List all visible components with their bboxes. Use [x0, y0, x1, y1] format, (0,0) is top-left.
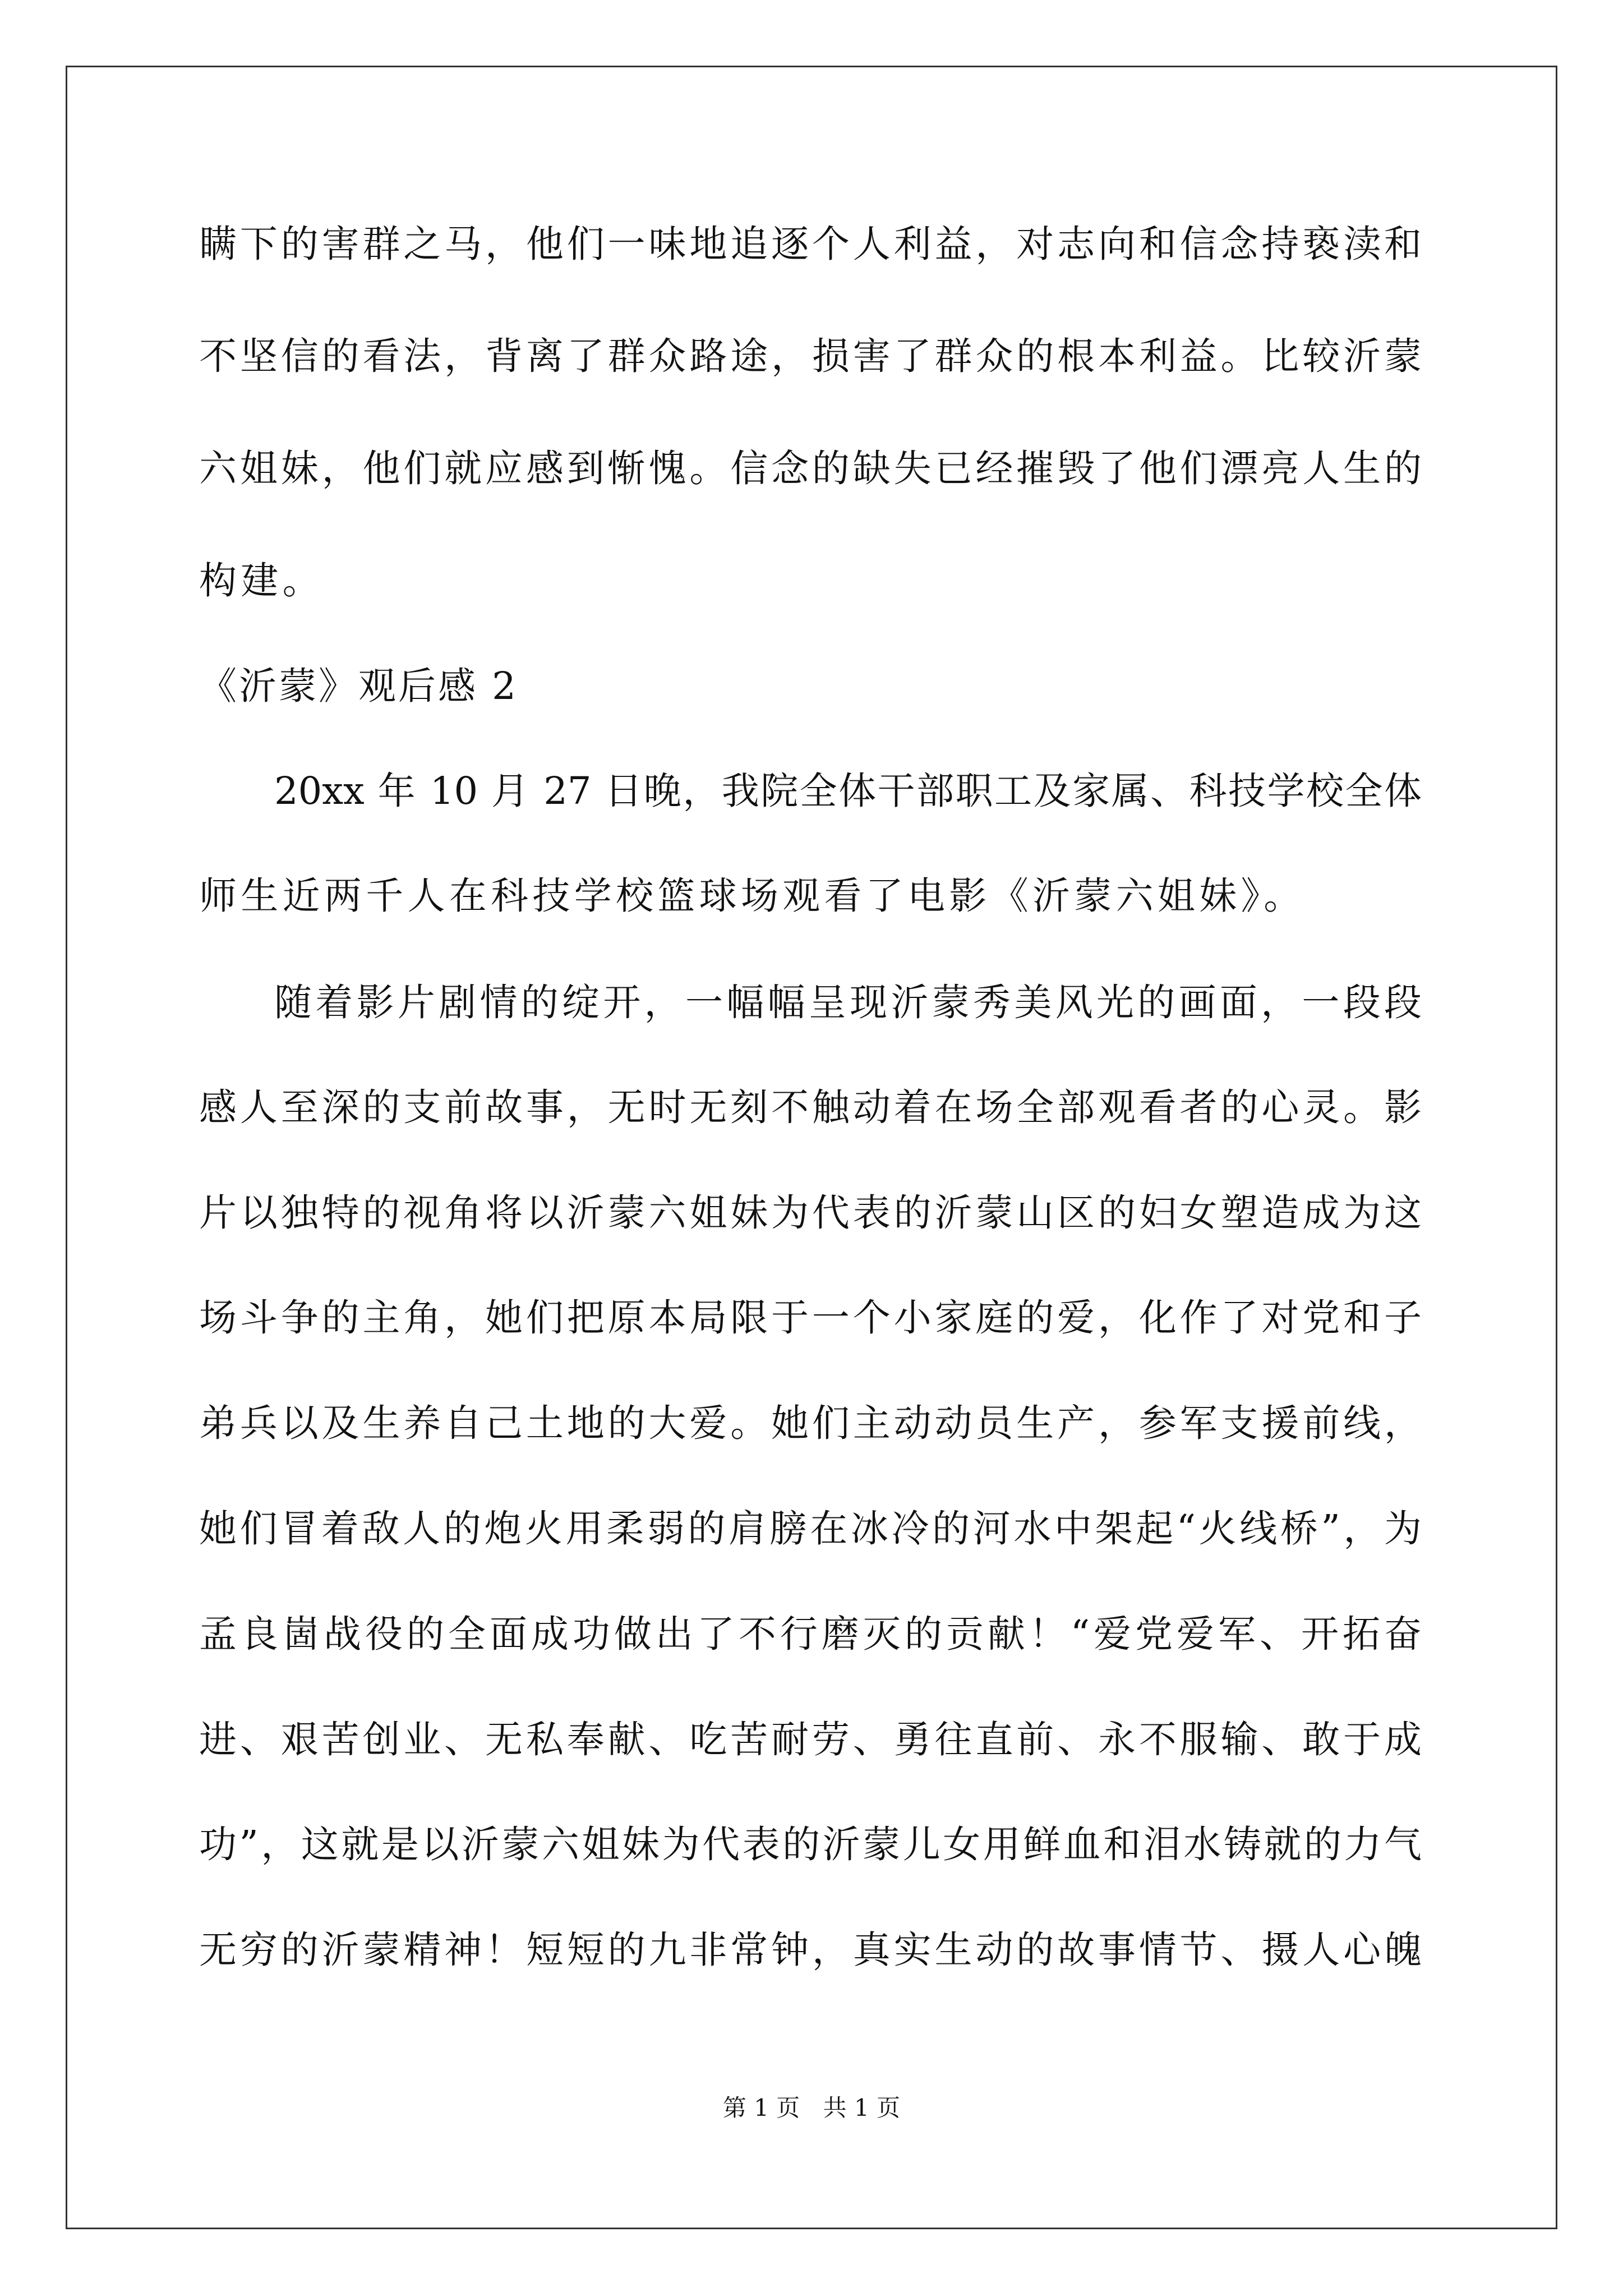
page-footer [0, 2091, 1623, 2125]
paragraph-line: 构建。 [199, 559, 324, 602]
page-border [66, 66, 1557, 2229]
paragraph-line: 孟良崮战役的全面成功做出了不行磨灭的贡献！“爱党爱军、开拓奋 [199, 1612, 1422, 1656]
page-number: 第 1 页 [722, 2094, 800, 2122]
paragraph-line: 进、艰苦创业、无私奉献、吃苦耐劳、勇往直前、永不服输、敢于成 [199, 1718, 1422, 1761]
paragraph-line: 弟兵以及生养自己土地的大爱。她们主动动员生产，参军支援前线， [199, 1401, 1422, 1445]
paragraph-line: 师生近两千人在科技学校篮球场观看了电影《沂蒙六姐妹》。 [199, 874, 1306, 918]
paragraph-line: 无穷的沂蒙精神！短短的九非常钟，真实生动的故事情节、摄人心魄 [199, 1928, 1422, 1972]
paragraph-line: 不坚信的看法，背离了群众路途，损害了群众的根本利益。比较沂蒙 [199, 334, 1422, 378]
paragraph-line: 功”，这就是以沂蒙六姐妹为代表的沂蒙儿女用鲜血和泪水铸就的力气 [199, 1823, 1422, 1866]
page-total: 共 1 页 [823, 2094, 901, 2122]
paragraph-line: 场斗争的主角，她们把原本局限于一个小家庭的爱，化作了对党和子 [199, 1296, 1422, 1340]
paragraph-line: 感人至深的支前故事，无时无刻不触动着在场全部观看者的心灵。影 [199, 1085, 1422, 1129]
paragraph-line: 她们冒着敌人的炮火用柔弱的肩膀在冰冷的河水中架起“火线桥”，为 [199, 1507, 1422, 1550]
paragraph-line: 片以独特的视角将以沂蒙六姐妹为代表的沂蒙山区的妇女塑造成为这 [199, 1191, 1422, 1235]
section-heading: 《沂蒙》观后感 2 [199, 664, 518, 708]
paragraph-line: 20xx 年 10 月 27 日晚，我院全体干部职工及家属、科技学校全体 [274, 769, 1422, 813]
paragraph-line: 随着影片剧情的绽开，一幅幅呈现沂蒙秀美风光的画面，一段段 [274, 981, 1422, 1024]
paragraph-line: 瞒下的害群之马，他们一味地追逐个人利益，对志向和信念持亵渎和 [199, 222, 1422, 266]
paragraph-line: 六姐妹，他们就应感到惭愧。信念的缺失已经摧毁了他们漂亮人生的 [199, 447, 1422, 490]
